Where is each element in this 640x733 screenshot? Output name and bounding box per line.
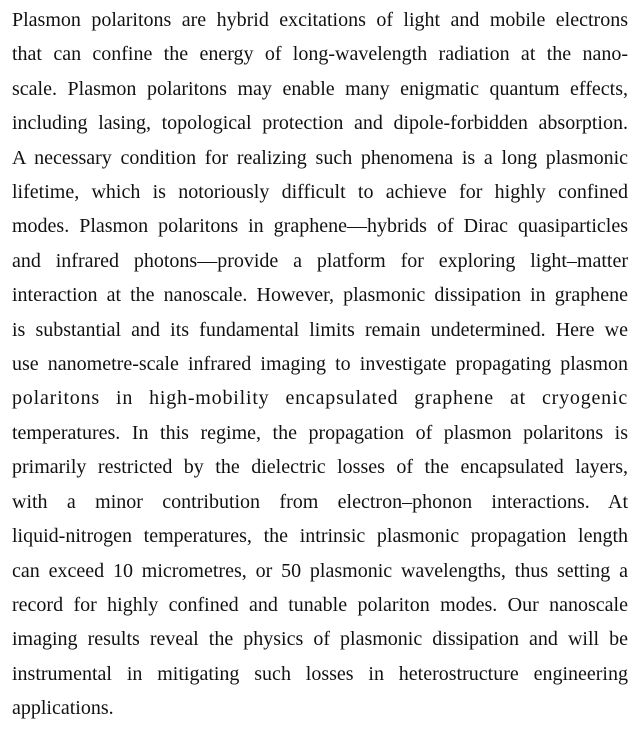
abstract-line: Plasmon polaritons are hybrid excitations of light and mobile electrons	[12, 9, 628, 31]
abstract-line: scale. Plasmon polaritons may enable many enigmatic quantum effects,	[12, 77, 628, 100]
abstract-line: is substantial and its fundamental limits remain undetermined. Here we	[12, 318, 628, 341]
abstract-line: modes. Plasmon polaritons in graphene—hybrids of Dirac quasiparticles	[12, 215, 628, 238]
abstract-line: including lasing, topological protection and dipole-forbidden absorption.	[12, 112, 628, 135]
abstract-line: that can confine the energy of long-wavelength radiation at the nano-	[12, 43, 628, 66]
abstract-line: temperatures. In this regime, the propagation of plasmon polaritons is	[12, 421, 628, 444]
abstract-line: with a minor contribution from electron–phonon interactions. At	[12, 490, 628, 513]
abstract-line: interaction at the nanoscale. However, plasmonic dissipation in graphene	[12, 284, 628, 307]
abstract-paragraph	[12, 3, 628, 726]
abstract-line: record for highly confined and tunable polariton modes. Our nanoscale	[12, 593, 628, 616]
abstract-line: applications.	[12, 697, 114, 720]
abstract-line: lifetime, which is notoriously difficult to achieve for highly confined	[12, 181, 628, 204]
abstract-line: polaritons in high-mobility encapsulated graphene at cryogenic	[12, 387, 628, 410]
abstract-line: A necessary condition for realizing such phenomena is a long plasmonic	[12, 146, 628, 169]
abstract-line: instrumental in mitigating such losses in heterostructure engineering	[12, 662, 628, 685]
abstract-line: use nanometre-scale infrared imaging to investigate propagating plasmon	[12, 353, 628, 376]
abstract-line: can exceed 10 micrometres, or 50 plasmonic wavelengths, thus setting a	[12, 559, 628, 582]
abstract-line: and infrared photons—provide a platform for exploring light–matter	[12, 249, 628, 272]
abstract-line: primarily restricted by the dielectric losses of the encapsulated layers,	[12, 456, 628, 479]
abstract-line: imaging results reveal the physics of plasmonic dissipation and will be	[12, 628, 628, 651]
abstract-line: liquid-nitrogen temperatures, the intrinsic plasmonic propagation length	[12, 525, 628, 548]
